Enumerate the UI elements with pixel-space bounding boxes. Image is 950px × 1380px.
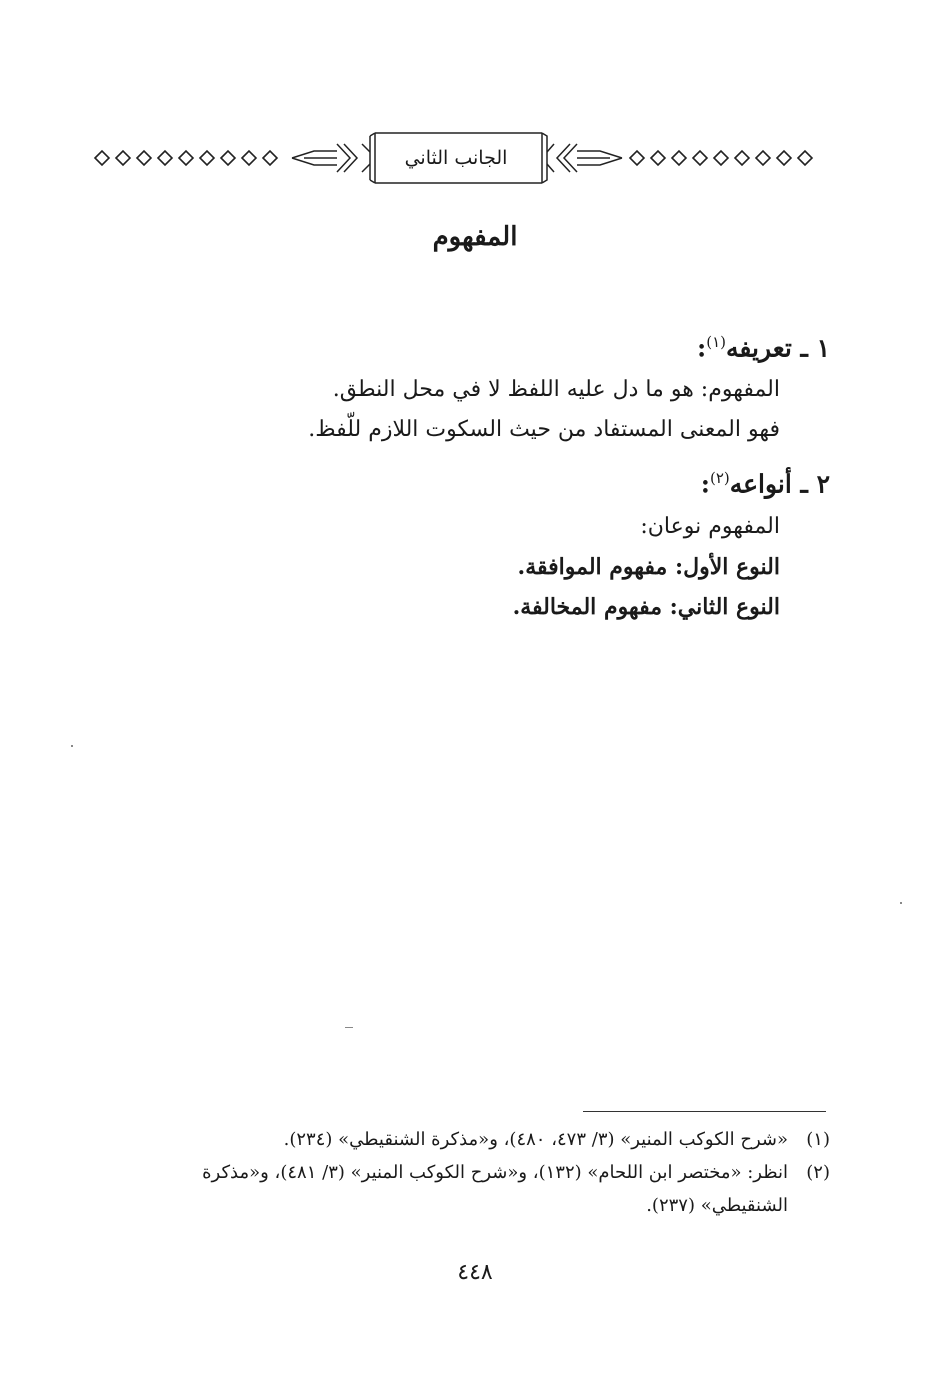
item-heading-types — [190, 456, 830, 506]
footnote-continuation: الشنقيطي» (٢٣٧). — [646, 1195, 788, 1216]
diamond-ornament — [242, 151, 256, 165]
diamond-ornament — [200, 151, 214, 165]
type-line-first: النوع الأول: مفهوم الموافقة. — [517, 553, 780, 580]
diamond-ornament — [116, 151, 130, 165]
diamond-ornament — [777, 151, 791, 165]
footnote-2 — [85, 1156, 830, 1222]
diamond-ornament — [221, 151, 235, 165]
footnote-number: (١) — [806, 1129, 830, 1150]
scan-speck — [71, 745, 73, 747]
footnote-text: انظر: «مختصر ابن اللحام» (١٣٢)، و«شرح الكوكب المنير» (٣/ ٤٨١)، و«مذكرة — [202, 1162, 788, 1183]
diamond-ornament — [263, 151, 277, 165]
diamond-ornament — [158, 151, 172, 165]
diamond-ornament — [651, 151, 665, 165]
heading-colon: : — [696, 333, 707, 363]
diamond-ornament — [672, 151, 686, 165]
diamond-ornament — [735, 151, 749, 165]
item-heading-definition — [190, 320, 830, 370]
heading-colon: : — [700, 469, 710, 499]
diamond-ornament — [693, 151, 707, 165]
diamond-ornament — [137, 151, 151, 165]
page-number: ٤٤٨ — [457, 1260, 493, 1285]
heading-text: ٢ ـ أنواعه — [729, 469, 830, 499]
diamond-ornament — [798, 151, 812, 165]
footnotes — [85, 1123, 830, 1222]
footnote-1 — [85, 1123, 830, 1156]
definition-line: المفهوم: هو ما دل عليه اللفظ لا في محل النطق. — [332, 377, 780, 403]
footnote-number: (٢) — [806, 1162, 830, 1183]
footnote-ref[interactable]: (٢) — [709, 469, 730, 488]
diamond-ornament — [756, 151, 770, 165]
scan-speck — [900, 902, 902, 904]
types-line: المفهوم نوعان: — [640, 513, 780, 539]
diamond-ornament — [630, 151, 644, 165]
footnote-separator — [583, 1111, 826, 1112]
diamond-ornament — [179, 151, 193, 165]
heading-text: ١ ـ تعريفه — [726, 333, 830, 363]
definition-line: فهو المعنى المستفاد من حيث السكوت اللازم للّفظ. — [308, 417, 780, 443]
main-content — [190, 320, 830, 627]
footnote-ref[interactable]: (١) — [706, 333, 726, 351]
diamond-ornament — [95, 151, 109, 165]
section-title: المفهوم — [432, 222, 518, 252]
type-line-second: النوع الثاني: مفهوم المخالفة. — [512, 593, 780, 620]
chapter-title: الجانب الثاني — [404, 147, 508, 169]
scan-speck — [345, 1027, 353, 1028]
footnote-text: «شرح الكوكب المنير» (٣/ ٤٧٣، ٤٨٠)، و«مذكرة الشنقيطي» (٢٣٤). — [283, 1129, 788, 1150]
diamond-ornament — [714, 151, 728, 165]
